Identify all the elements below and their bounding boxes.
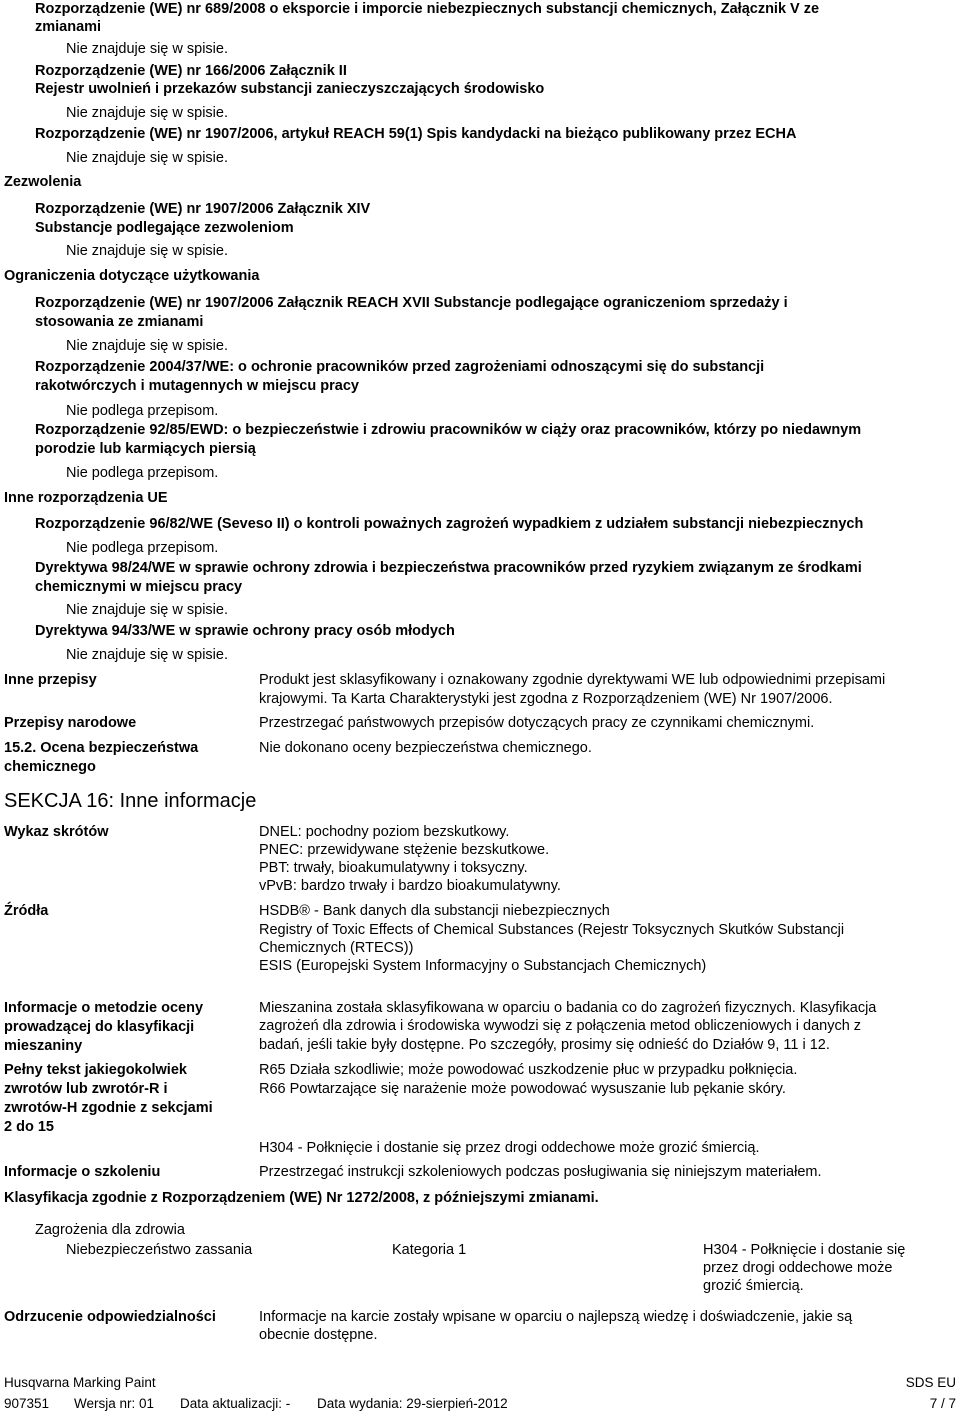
r65-phrase: R65 Działa szkodliwie; może powodować uszkodzenie płuc w przypadku połknięcia. (259, 1062, 798, 1078)
footer-number: 907351 (4, 1396, 50, 1411)
hazard-category: Kategoria 1 (392, 1242, 467, 1258)
zezwolenia-heading: Zezwolenia (4, 174, 82, 190)
reg-1907-59-title: Rozporządzenie (WE) nr 1907/2006, artykuł REACH 59(1) Spis kandydacki na bieżąco publikowany przez ECHA (35, 126, 797, 142)
metoda-value-line3: badań, jeśli takie były dostępne. Po szczegóły, prosimy się odnieść do Działów 9, 11 i 12. (259, 1037, 830, 1053)
reg-689-title-line1: Rozporządzenie (WE) nr 689/2008 o eksporcie i imporcie niebezpiecznych substancji chemicznych, Załącznik V ze (35, 1, 820, 17)
footer-issue-date: Data wydania: 29-sierpień-2012 (317, 1396, 508, 1411)
ocena-value: Nie dokonano oceny bezpieczeństwa chemicznego. (259, 740, 592, 756)
skrot-vpvb: vPvB: bardzo trwały i bardzo bioakumulatywny. (259, 878, 561, 894)
dyrektywa-98-title-line2: chemicznymi w miejscu pracy (35, 579, 243, 595)
reg-689-value: Nie znajduje się w spisie. (66, 41, 228, 57)
pelny-tekst-label-line4: 2 do 15 (4, 1119, 54, 1135)
zrodlo-hsdb: HSDB® - Bank danych dla substancji niebezpiecznych (259, 903, 610, 919)
klasyfikacja-title: Klasyfikacja zgodnie z Rozporządzeniem (WE) Nr 1272/2008, z późniejszymi zmianami. (4, 1190, 599, 1206)
dyrektywa-94-value: Nie znajduje się w spisie. (66, 647, 228, 663)
ograniczenia-heading: Ograniczenia dotyczące użytkowania (4, 268, 260, 284)
metoda-value-line2: zagrożeń dla zdrowia i środowiska wywodzi się z połączenia metod obliczeniowych i danych z (259, 1018, 862, 1034)
r66-phrase: R66 Powtarzające się narażenie może powodować wysuszanie lub pękanie skóry. (259, 1081, 786, 1097)
ograniczenia-xvii-title-line1: Rozporządzenie (WE) nr 1907/2006 Załącznik REACH XVII Substancje podlegające ograniczeniom sprzedaży i (35, 295, 788, 311)
reg-689-title-line2: zmianami (35, 19, 102, 35)
szkolenie-value: Przestrzegać instrukcji szkoleniowych podczas posługiwania się niniejszym materiałem. (259, 1164, 822, 1180)
ocena-label-line1: 15.2. Ocena bezpieczeństwa (4, 740, 199, 756)
ograniczenia-2004-title-line2: rakotwórczych i mutagennych w miejscu pracy (35, 378, 359, 394)
zrodlo-rtecs-line2: Chemicznych (RTECS)) (259, 940, 414, 956)
h304-phrase: H304 - Połknięcie i dostanie się przez drogi oddechowe może grozić śmiercią. (259, 1140, 760, 1156)
seveso-value: Nie podlega przepisom. (66, 540, 219, 556)
inne-ue-heading: Inne rozporządzenia UE (4, 490, 168, 506)
footer-version: Wersja nr: 01 (74, 1396, 155, 1411)
ograniczenia-2004-value: Nie podlega przepisom. (66, 403, 219, 419)
hazard-statement-line2: przez drogi oddechowe może (703, 1260, 893, 1276)
skroty-label: Wykaz skrótów (4, 824, 109, 840)
inne-przepisy-label: Inne przepisy (4, 672, 97, 688)
seveso-title: Rozporządzenie 96/82/WE (Seveso II) o kontroli poważnych zagrożeń wypadkiem z udziałem substancji niebezpiecznych (35, 516, 864, 532)
ograniczenia-xvii-value: Nie znajduje się w spisie. (66, 338, 228, 354)
dyrektywa-98-title-line1: Dyrektywa 98/24/WE w sprawie ochrony zdrowia i bezpieczeństwa pracowników przed ryzykiem związanym ze środkami (35, 560, 862, 576)
hazard-name: Niebezpieczeństwo zassania (66, 1242, 253, 1258)
przepisy-narodowe-label: Przepisy narodowe (4, 715, 137, 731)
zrodlo-rtecs-line1: Registry of Toxic Effects of Chemical Substances (Rejestr Toksycznych Skutków Substancji (259, 922, 845, 938)
zezwolenia-value: Nie znajduje się w spisie. (66, 243, 228, 259)
hazard-statement-line1: H304 - Połknięcie i dostanie się (703, 1242, 906, 1258)
skrot-pnec: PNEC: przewidywane stężenie bezskutkowe. (259, 842, 550, 858)
szkolenie-label: Informacje o szkoleniu (4, 1164, 161, 1180)
pelny-tekst-label-line2: zwrotów lub zwrotór-R i (4, 1081, 168, 1097)
dyrektywa-98-value: Nie znajduje się w spisie. (66, 602, 228, 618)
metoda-label-line3: mieszaniny (4, 1038, 83, 1054)
metoda-label-line2: prowadzącej do klasyfikacji (4, 1019, 195, 1035)
reg-166-title-line2: Rejestr uwolnień i przekazów substancji zanieczyszczających środowisko (35, 81, 545, 97)
inne-przepisy-value-line2: krajowymi. Ta Karta Charakterystyki jest zgodna z Rozporządzeniem (WE) Nr 1907/2006. (259, 691, 833, 707)
skrot-dnel: DNEL: pochodny poziom bezskutkowy. (259, 824, 510, 840)
zezwolenia-title-line1: Rozporządzenie (WE) nr 1907/2006 Załącznik XIV (35, 201, 371, 217)
ograniczenia-92-title-line1: Rozporządzenie 92/85/EWD: o bezpieczeństwie i zdrowiu pracowników w ciąży oraz pracowników, którzy po niedawnym (35, 422, 862, 438)
ocena-label-line2: chemicznego (4, 759, 96, 775)
reg-1907-59-value: Nie znajduje się w spisie. (66, 150, 228, 166)
odrzucenie-value-line2: obecnie dostępne. (259, 1327, 378, 1343)
ograniczenia-92-title-line2: porodzie lub karmiących piersią (35, 441, 256, 457)
dyrektywa-94-title: Dyrektywa 94/33/WE w sprawie ochrony pracy osób młodych (35, 623, 455, 639)
skrot-pbt: PBT: trwały, bioakumulatywny i toksyczny. (259, 860, 528, 876)
przepisy-narodowe-value: Przestrzegać państwowych przepisów dotyczących pracy ze czynnikami chemicznymi. (259, 715, 815, 731)
zagrozenia-zdrowia-label: Zagrożenia dla zdrowia (35, 1222, 185, 1238)
reg-166-value: Nie znajduje się w spisie. (66, 105, 228, 121)
footer-page-number: 7 / 7 (929, 1396, 956, 1411)
metoda-label-line1: Informacje o metodzie oceny (4, 1000, 204, 1016)
metoda-value-line1: Mieszanina została sklasyfikowana w oparciu o badania co do zagrożeń fizycznych. Klasyfikacja (259, 1000, 877, 1016)
footer-product: Husqvarna Marking Paint (4, 1375, 156, 1390)
footer-update-date: Data aktualizacji: - (180, 1396, 291, 1411)
ograniczenia-92-value: Nie podlega przepisom. (66, 465, 219, 481)
pelny-tekst-label-line1: Pełny tekst jakiegokolwiek (4, 1062, 187, 1078)
ograniczenia-xvii-title-line2: stosowania ze zmianami (35, 314, 204, 330)
section-16-title: SEKCJA 16: Inne informacje (4, 790, 257, 812)
hazard-statement-line3: grozić śmiercią. (703, 1278, 804, 1294)
reg-166-title-line1: Rozporządzenie (WE) nr 166/2006 Załącznik II (35, 63, 347, 79)
zrodla-label: Źródła (4, 903, 49, 919)
zrodlo-esis: ESIS (Europejski System Informacyjny o Substancjach Chemicznych) (259, 958, 707, 974)
pelny-tekst-label-line3: zwrotów-H zgodnie z sekcjami (4, 1100, 213, 1116)
ograniczenia-2004-title-line1: Rozporządzenie 2004/37/WE: o ochronie pracowników przed zagrożeniami odnoszącymi się do substancji (35, 359, 765, 375)
odrzucenie-label: Odrzucenie odpowiedzialności (4, 1309, 216, 1325)
footer-doc-type: SDS EU (905, 1375, 956, 1390)
zezwolenia-title-line2: Substancje podlegające zezwoleniom (35, 220, 294, 236)
odrzucenie-value-line1: Informacje na karcie zostały wpisane w oparciu o najlepszą wiedzę i doświadczenie, jakie są (259, 1309, 853, 1325)
inne-przepisy-value-line1: Produkt jest sklasyfikowany i oznakowany zgodnie dyrektywami WE lub odpowiednimi przepisami (259, 672, 886, 688)
